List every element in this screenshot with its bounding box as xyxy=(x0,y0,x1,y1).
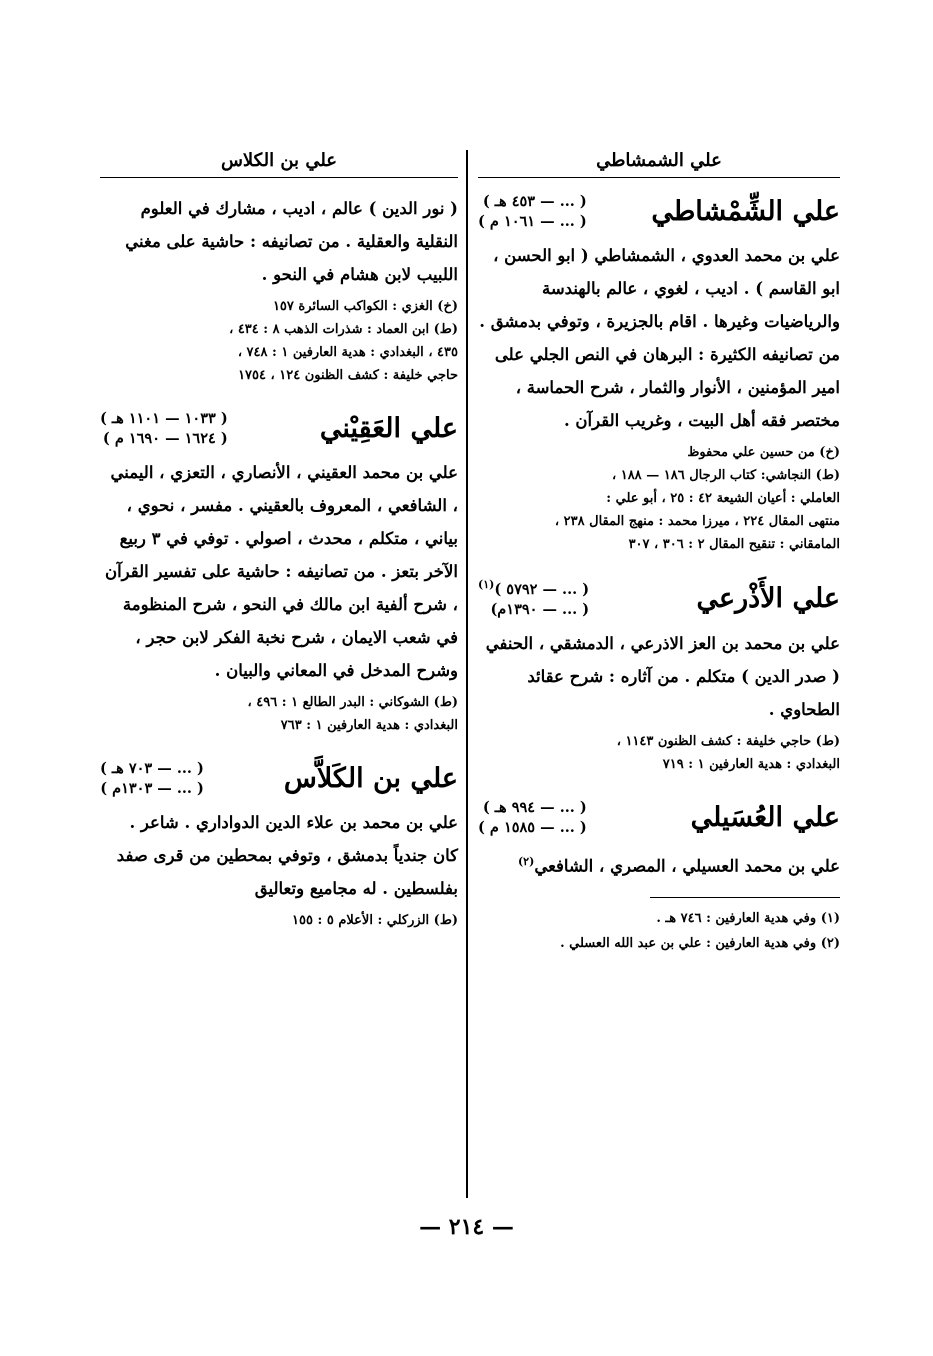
entry-body: علي بن محمد العسيلي ، المصري ، الشافعي$^{(٢)}$ xyxy=(517,855,840,876)
dates-hijri: ( ... — ٩٩٤ هـ ) xyxy=(482,799,587,817)
entry-uqayni xyxy=(100,409,458,737)
dates-gregorian: ( ١٦٢٤ — ١٦٩٠ م ) xyxy=(102,429,228,447)
footnotes xyxy=(478,906,840,956)
entry-body: علي بن محمد العدوي ، الشمشاطي ( ابو الحسن ، ابو القاسم ) . اديب ، لغوي ، عالم بالهندسة والرياضيات وغيرها . اقام بالجزيرة ، وتوفي بدمشق . من تصانيفه الكثيرة : البرهان في النص الجلي على امير المؤمنين ، الأنوار والثمار ، شرح الحماسة ، مختصر فقه أهل البيت ، وغريب القرآن . xyxy=(479,246,840,431)
entry-dates xyxy=(478,192,587,231)
entry-ibn-kallas xyxy=(100,759,458,932)
reference-line: (ط) حاجي خليفة : كشف الظنون ١١٤٣ ، xyxy=(616,734,840,750)
reference-line: (خ) من حسين علي محفوظ xyxy=(687,445,840,461)
entry-name: علي العَقِيْني xyxy=(319,412,458,444)
left-running-header: علي بن الكلاس xyxy=(100,150,458,178)
entry-body: علي بن محمد بن العز الاذرعي ، الدمشقي ، الحنفي ( صدر الدين ) متكلم . من آثاره : شرح عقائد الطحاوي . xyxy=(485,634,840,720)
reference-line: المامقاني : تنقيح المقال ٢ : ٣٠٦ ، ٣٠٧ xyxy=(628,537,840,553)
footnote-marker: (٢) xyxy=(517,855,535,869)
entry-dates xyxy=(100,759,204,798)
reference-line: حاجي خليفة : كشف الظنون ١٢٤ ، ١٧٥٤ xyxy=(238,368,458,383)
entry-name: علي الشِّمْشاطي xyxy=(651,195,840,227)
reference-line: (ط) الشوكاني : البدر الطالع ١ : ٤٩٦ ، xyxy=(247,695,458,711)
dates-hijri: ( ... — ٤٥٣ هـ ) xyxy=(482,193,587,210)
right-column xyxy=(478,150,840,956)
dates-gregorian: ( ... — ١٥٨٥ م ) xyxy=(478,818,587,836)
left-column xyxy=(100,150,458,932)
entry-dates xyxy=(478,578,589,619)
entry-name: علي العُسَيلي xyxy=(690,801,840,833)
footnote-divider xyxy=(650,897,840,899)
reference-line: منتهى المقال ٢٢٤ ، ميرزا محمد : منهج المقال ٢٣٨ ، xyxy=(554,514,840,530)
reference-line: البغدادي : هدية العارفين ١ : ٧٦٣ xyxy=(280,718,458,734)
dates-hijri: ( ... — ٥٧٩٢ ) xyxy=(494,580,590,598)
entry-references xyxy=(478,441,840,556)
entry-references xyxy=(478,730,840,776)
right-running-header: علي الشمشاطي xyxy=(478,150,840,178)
dates-gregorian: ( ... — ١٣٠٣م ) xyxy=(100,779,204,797)
entry-body: ( نور الدين ) عالم ، اديب ، مشارك في العلوم النقلية والعقلية . من تصانيفه : حاشية على مغني اللبيب لابن هشام في النحو . xyxy=(125,199,458,284)
entry-dates xyxy=(100,409,228,448)
reference-line: ٤٣٥ ، البغدادي : هدية العارفين ١ : ٧٤٨ ، xyxy=(237,345,458,360)
dates-gregorian: ( ... — ١٣٩٠م) xyxy=(490,600,590,618)
entry-shimshati xyxy=(478,192,840,556)
reference-line: العاملي : أعيان الشيعة ٤٢ : ٢٥ ، أبو علي : xyxy=(606,491,840,507)
entry-name: علي بن الكَلاَّس xyxy=(283,762,458,794)
entry-references xyxy=(100,691,458,737)
column-divider xyxy=(466,150,468,1198)
dates-gregorian: ( ... — ١٠٦١ م ) xyxy=(478,212,587,230)
entry-body: علي بن محمد العقيني ، الأنصاري ، التعزي ، اليمني ، الشافعي ، المعروف بالعقيني . مفسر ، نحوي ، بياني ، متكلم ، محدث ، اصولي . توفي في ٣ ربيع الآخر بتعز . من تصانيفه : حاشية على تفسير القرآن ، شرح ألفية ابن مالك في النحو ، شرح المنظومة في شعب الايمان ، شرح نخبة الفكر لابن حجر ، وشرح المدخل في المعاني والبيان . xyxy=(104,463,458,681)
reference-line: (خ) الغزي : الكواكب السائرة ١٥٧ xyxy=(272,299,458,314)
footnote: (١) وفي هدية العارفين : ٧٤٦ هـ . xyxy=(656,911,840,927)
dates-hijri: ( ١٠٣٣ — ١١٠١ هـ ) xyxy=(100,410,228,427)
entry-usayli xyxy=(478,798,840,883)
reference-line: (ط) ابن العماد : شذرات الذهب ٨ : ٤٣٤ ، xyxy=(229,322,458,337)
reference-line: (ط) الزركلي : الأعلام ٥ : ١٥٥ xyxy=(292,913,458,929)
reference-line: البغدادي : هدية العارفين ١ : ٧١٩ xyxy=(662,757,840,773)
footnote: (٢) وفي هدية العارفين : علي بن عبد الله العسلي . xyxy=(560,936,840,952)
dates-hijri: ( ... — ٧٠٣ هـ ) xyxy=(100,760,204,778)
entry-continuation xyxy=(100,192,458,387)
page-number: — ٢١٤ — xyxy=(419,1214,514,1240)
footnote-marker: (١) xyxy=(478,578,495,592)
entry-name: علي الأَذْرعي xyxy=(696,582,840,614)
entry-dates xyxy=(478,798,587,837)
entry-adhrai xyxy=(478,578,840,776)
reference-line: (ط) النجاشي: كتاب الرجال ١٨٦ — ١٨٨ ، xyxy=(611,468,840,484)
entry-references xyxy=(100,909,458,932)
entry-body: علي بن محمد بن علاء الدين الدواداري . شاعر . كان جندياً بدمشق ، وتوفي بمحطين من قرى صفد بفلسطين . له مجاميع وتعاليق xyxy=(116,813,458,899)
entry-references xyxy=(100,295,458,387)
